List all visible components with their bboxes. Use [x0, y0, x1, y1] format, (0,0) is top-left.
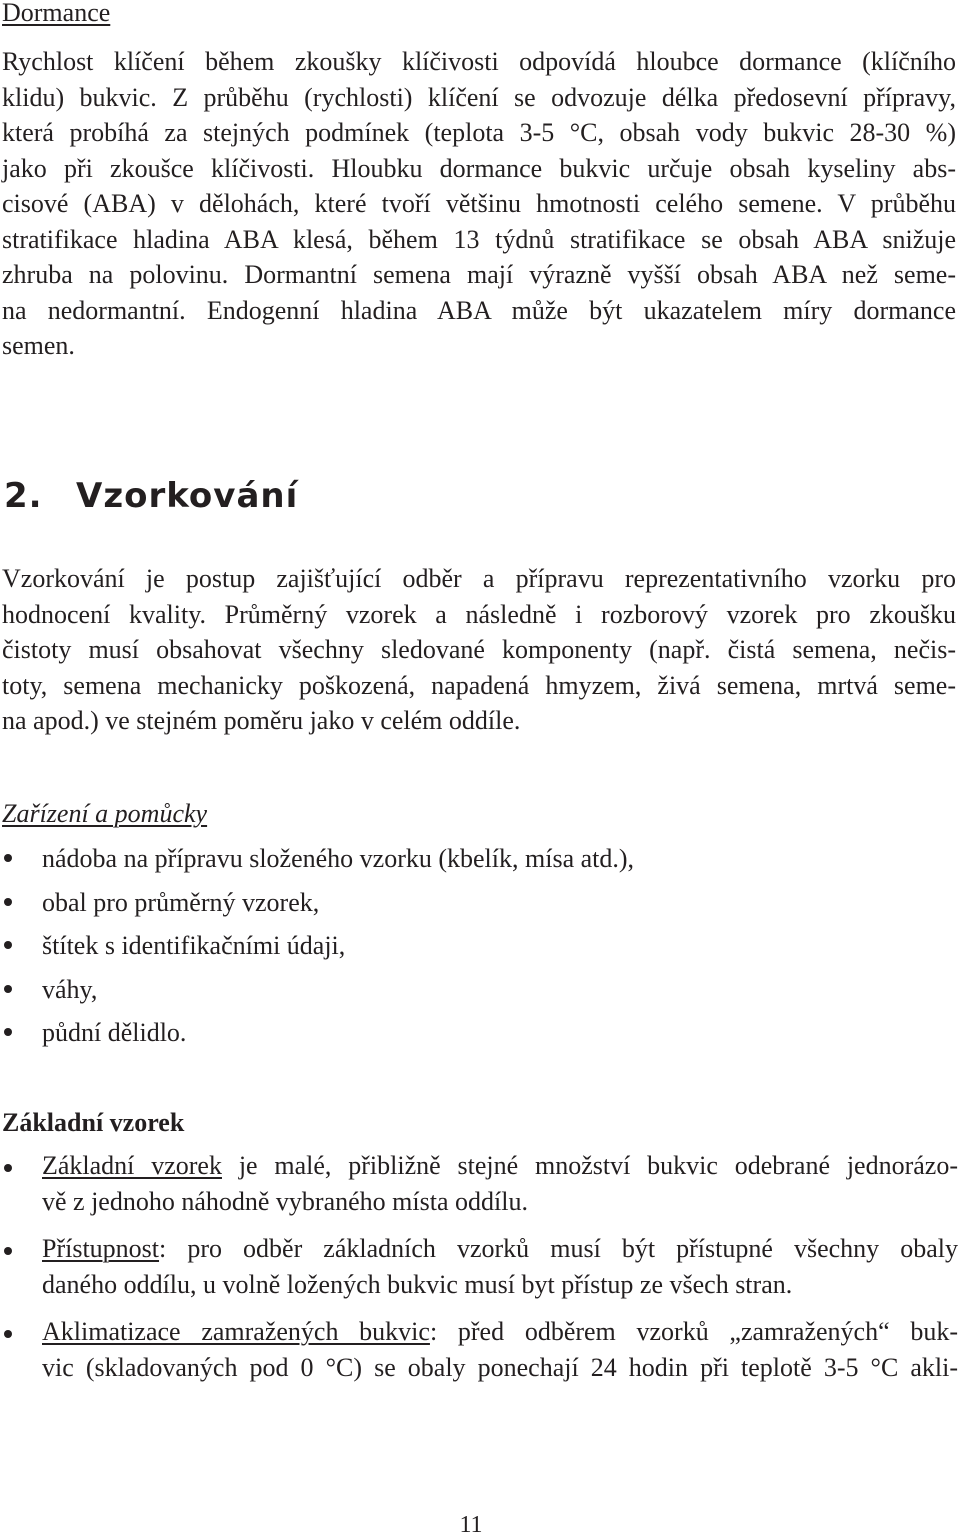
page-number: 11 — [459, 1512, 483, 1538]
sampling-line: hodnocení kvality. Průměrný vzorek a následně i rozborový vzorek pro zkoušku — [2, 599, 956, 629]
basic-sample-line — [42, 1314, 958, 1350]
equipment-item-label: nádoba na přípravu složeného vzorku (kbelík, mísa atd.), — [42, 844, 635, 873]
bullet-icon — [4, 985, 12, 993]
equipment-item — [0, 881, 954, 925]
bullet-icon — [4, 854, 12, 862]
bullet-icon — [4, 1247, 12, 1255]
basic-sample-term: Aklimatizace zamražených bukvic — [42, 1317, 430, 1346]
equipment-item — [0, 1011, 954, 1055]
equipment-item — [0, 837, 954, 881]
dormance-line: která probíhá za stejných podmínek (teplota 3-5 °C, obsah vody bukvic 28-30 %) — [2, 118, 956, 147]
basic-sample-term: Základní vzorek — [42, 1151, 222, 1180]
basic-sample-text: vic (skladovaných pod 0 °C) se obaly ponechají 24 hodin při teplotě 3-5 °C akli- — [42, 1352, 958, 1382]
equipment-item — [0, 924, 954, 968]
section-heading — [4, 474, 298, 518]
dormance-line: klidu) bukvic. Z průběhu (rychlosti) klíčení se odvozuje délka předosevní přípravy, — [2, 82, 956, 112]
section-title: Vzorkování — [76, 476, 299, 516]
dormance-paragraph — [2, 44, 956, 364]
basic-sample-text: vě z jednoho náhodně vybraného místa oddílu. — [42, 1186, 528, 1216]
basic-sample-line — [42, 1267, 958, 1303]
basic-sample-item — [0, 1231, 958, 1302]
basic-sample-text: daného oddílu, u volně ložených bukvic musí byt přístup ze všech stran. — [42, 1269, 793, 1299]
basic-sample-separator: : — [159, 1234, 167, 1263]
basic-sample-separator: : — [429, 1317, 438, 1346]
dormance-line: semen. — [2, 331, 75, 360]
dormance-heading: Dormance — [2, 0, 111, 27]
basic-sample-line — [42, 1350, 958, 1386]
equipment-item-label: štítek s identifikačními údaji, — [42, 931, 346, 961]
dormance-line: jako při zkoušce klíčivosti. Hloubku dormance bukvic určuje obsah kyseliny abs- — [2, 153, 956, 183]
basic-sample-text: je malé, přibližně stejné množství bukvic odebrané jednorázo- — [221, 1151, 958, 1180]
section-number: 2. — [4, 476, 43, 516]
equipment-list — [0, 837, 954, 1055]
bullet-icon — [4, 898, 12, 906]
basic-sample-item — [0, 1314, 958, 1385]
bullet-icon — [4, 941, 12, 949]
dormance-line: Rychlost klíčení během zkoušky klíčivosti odpovídá hloubce dormance (klíčního — [2, 47, 956, 76]
basic-sample-text: pro odběr základních vzorků musí být přístupné všechny obaly — [166, 1234, 958, 1263]
dormance-line: zhruba na polovinu. Dormantní semena mají výrazně vyšší obsah ABA než seme- — [2, 260, 956, 289]
basic-sample-line — [42, 1184, 958, 1220]
equipment-item-label: váhy, — [42, 974, 98, 1004]
basic-sample-heading: Základní vzorek — [2, 1108, 185, 1137]
sampling-line: Vzorkování je postup zajišťující odběr a přípravu reprezentativního vzorku pro — [2, 564, 956, 593]
equipment-item — [0, 968, 954, 1012]
dormance-line: stratifikace hladina ABA klesá, během 13 týdnů stratifikace se obsah ABA snižuje — [2, 224, 956, 254]
basic-sample-list — [0, 1148, 958, 1397]
basic-sample-item — [0, 1148, 958, 1219]
dormance-line: cisové (ABA) v dělohách, které tvoří většinu hmotnosti celého semene. V průběhu — [2, 189, 956, 218]
sampling-paragraph — [2, 561, 956, 739]
basic-sample-line — [42, 1231, 958, 1267]
basic-sample-text: před odběrem vzorků „zamražených“ buk- — [437, 1317, 959, 1346]
equipment-item-label: půdní dělidlo. — [42, 1018, 187, 1048]
sampling-line: toty, semena mechanicky poškozená, napadená hmyzem, živá semena, mrtvá seme- — [2, 670, 956, 700]
sampling-line: čistoty musí obsahovat všechny sledované komponenty (např. čistá semena, nečis- — [2, 635, 956, 664]
basic-sample-term: Přístupnost — [42, 1234, 160, 1263]
bullet-icon — [4, 1330, 12, 1338]
basic-sample-line — [42, 1148, 958, 1184]
equipment-item-label: obal pro průměrný vzorek, — [42, 887, 320, 917]
dormance-line: na nedormantní. Endogenní hladina ABA může být ukazatelem míry dormance — [2, 295, 956, 325]
bullet-icon — [4, 1028, 12, 1036]
equipment-heading: Zařízení a pomůcky — [2, 799, 208, 828]
sampling-line: na apod.) ve stejném poměru jako v celém oddíle. — [2, 706, 521, 735]
bullet-icon — [4, 1164, 12, 1172]
